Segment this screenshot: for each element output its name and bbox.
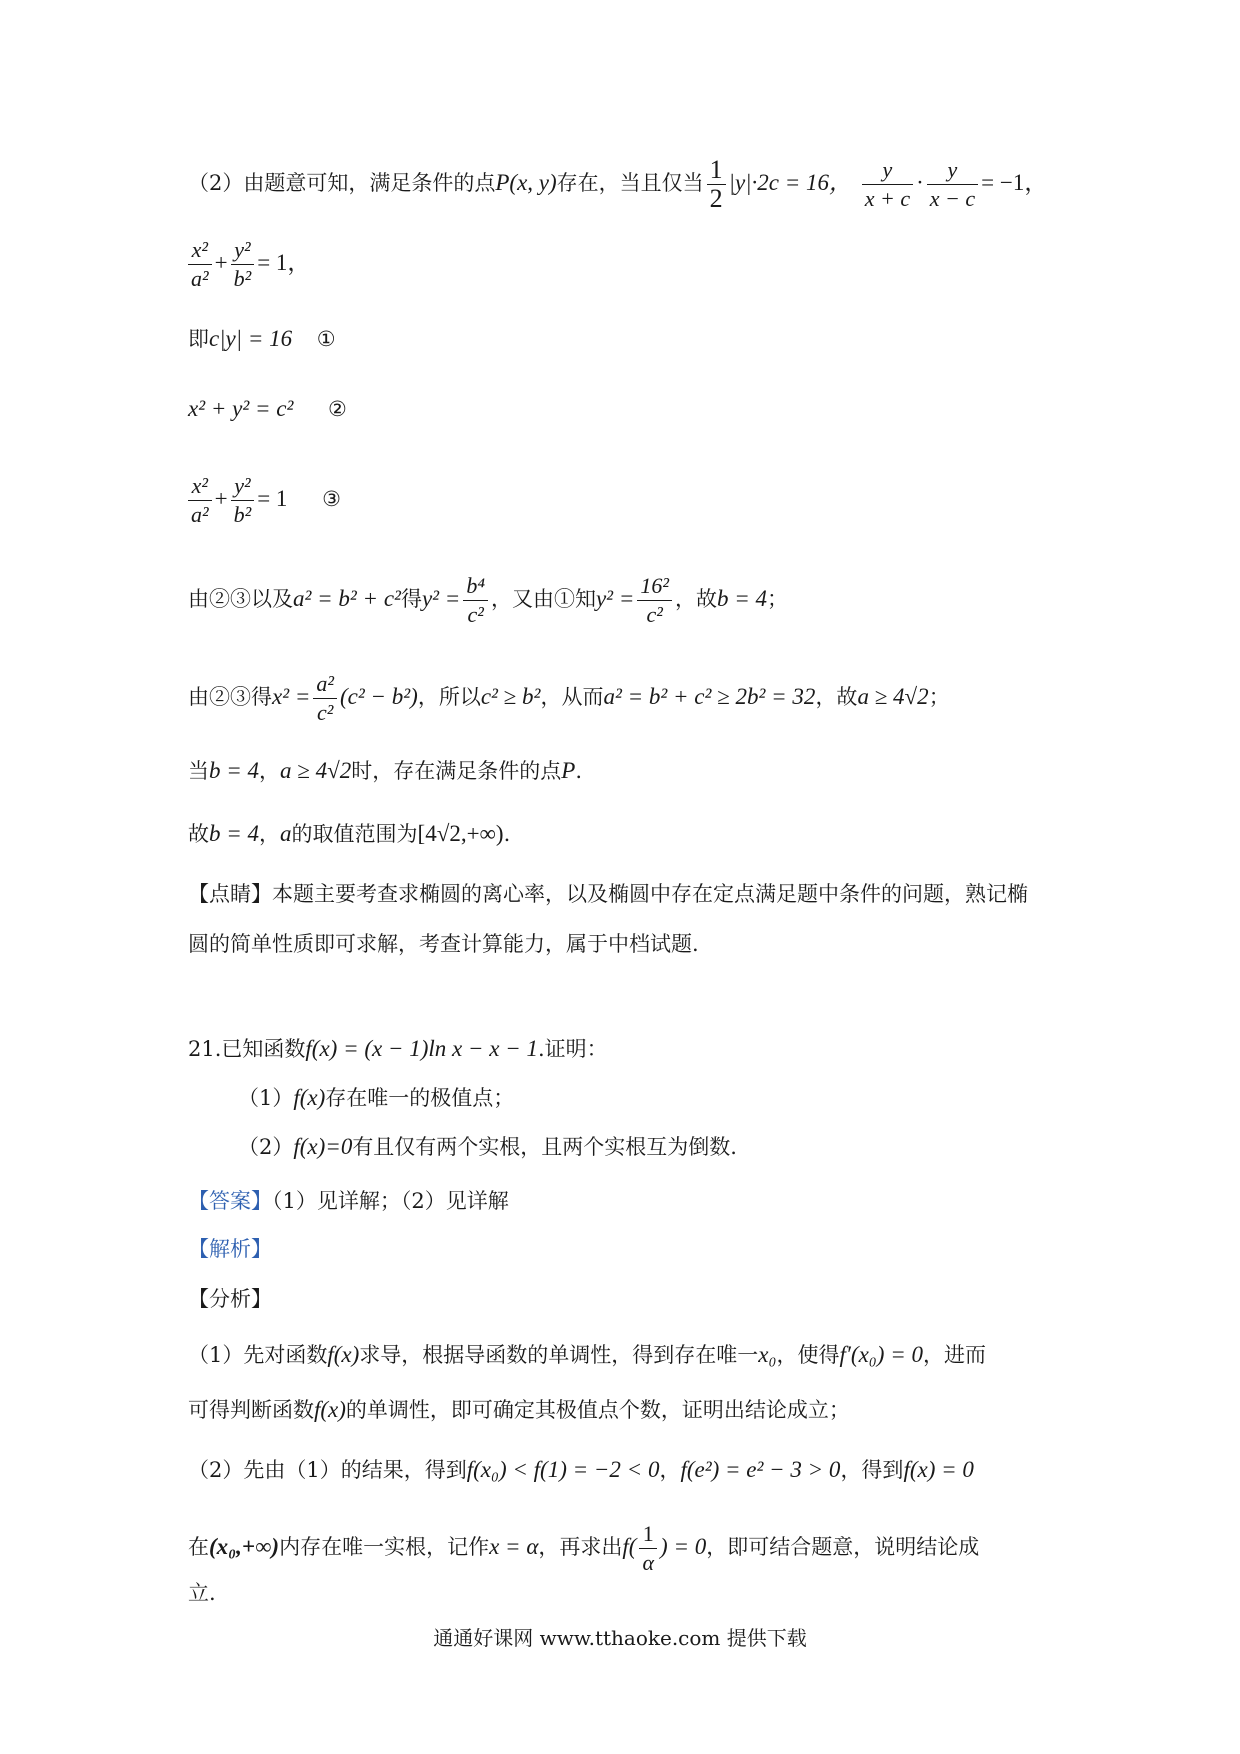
equation-3: $\frac{\text{x²}}{\text{a²}}$ + $\frac{\text{y²}}{\text{b²}}$ = 1 ③ [188,472,1090,529]
ellipse-eq-tail: = 1， [257,250,311,275]
question-21-part-2: （2）f(x)=0有且仅有两个实根，且两个实根互为倒数. [238,1134,737,1159]
answer-tag: 【答案】 [188,1189,272,1213]
part2-condition-line: （2）由题意可知，满足条件的点P(x, y)存在，当且仅当 $\frac{1}{2}$ |y|·2c = 16， $\frac{y}{x + c}$ · $\frac{y}{x - c}$ = −1， [188,155,1048,213]
analysis-2-line-3: 立. [188,1581,216,1605]
analysis-tag-line [188,1233,1090,1265]
comment-line-2: 圆的简单性质即可求解，考查计算能力，属于中档试题. [188,932,699,956]
function-definition: f(x) = (x − 1)ln x − x − 1 [305,1036,538,1061]
perpendicular-condition: = −1， [981,170,1048,195]
analysis-2-line-1: （2）先由（1）的结果，得到f(x₀) < f(1) = −2 < 0，f(e²) = e² − 3 > 0，得到f(x) = 0 [188,1457,974,1482]
circle-1-mark: ① [316,327,336,351]
sixteen-sq-over-c2: $\frac{\text{16²}}{\text{c²}}$ [637,572,672,629]
analysis-2-line-2: 在(x₀,+∞)内存在唯一实根，记作x = α，再求出f( $\frac{1}{\alpha}$ ) = 0，即可结合题意，说明结论成 [188,1521,980,1575]
slope-fraction-1: $\frac{y}{x + c}$ [862,156,913,213]
point-p: P(x, y) [495,170,557,195]
y-over-b-fraction: $\frac{\text{y²}}{\text{b²}}$ [231,236,255,293]
answer-text: （1）见详解；（2）见详解 [272,1189,509,1213]
part2-exists-text: 存在，当且仅当 [556,171,704,195]
comment-line-1: 【点睛】本题主要考查求椭圆的离心率，以及椭圆中存在定点满足题中条件的问题，熟记椭 [188,882,1028,906]
circle-3-mark: ③ [322,487,341,511]
equation-1: 即c|y| = 16 ① [188,326,336,351]
answer-line [188,1185,1090,1217]
a2-over-c2: $\frac{\text{a²}}{\text{c²}}$ [313,670,337,727]
a-lower-bound: a ≥ 4√2 [857,684,929,709]
b-equals-4: b = 4 [716,586,767,611]
equation-1-expr: c|y| = 16 [209,326,293,351]
x-over-a-fraction: $\frac{\text{x²}}{\text{a²}}$ [188,236,212,293]
page-footer: 通通好课网 www.tthaoke.com 提供下载 [433,1626,807,1650]
equation-2-expr: x² + y² = c² [188,396,294,421]
analysis-tag: 【解析】 [188,1237,272,1261]
fenxi-tag: 【分析】 [188,1287,272,1311]
comment-tag: 【点睛】 [188,882,272,906]
area-expression: |y|·2c = 16， [728,170,853,195]
part2-intro: （2）由题意可知，满足条件的点 [188,171,496,195]
slope-fraction-2: $\frac{y}{x - c}$ [927,156,978,213]
ellipse-equation-line: $\frac{\text{x²}}{\text{a²}}$ + $\frac{\text{y²}}{\text{b²}}$ = 1， [188,236,1090,293]
derive-b-line: 由②③以及a² = b² + c²得y² = $\frac{\text{b⁴}}{\text{c²}}$ ，又由①知y² = $\frac{\text{16²}}{\text{c²}}$ ，故b = 4； [188,573,788,627]
existence-line: 当b = 4，a ≥ 4√2时，存在满足条件的点P. [188,758,583,783]
equation-2 [188,393,1090,425]
y-over-b-fraction-eq3: $\frac{\text{y²}}{\text{b²}}$ [231,472,255,529]
analysis-1-line-2: 可得判断函数f(x)的单调性，即可确定其极值点个数，证明出结论成立； [188,1397,850,1422]
question-number: 21. [188,1037,222,1061]
question-21-part-1: （1）f(x)存在唯一的极值点； [238,1085,515,1110]
half-fraction: $\frac{1}{2}$ [707,156,726,213]
analysis-1-line-1: （1）先对函数f(x)求导，根据导函数的单调性，得到存在唯一x₀，使得f′(x₀) = 0，进而 [188,1342,986,1367]
fenxi-tag-line [188,1283,1090,1315]
question-21-line: 21.已知函数f(x) = (x − 1)ln x − x − 1.证明： [188,1036,608,1061]
a-range: [4√2,+∞) [417,821,504,846]
circle-2-mark: ② [328,397,347,421]
b4-over-c2: $\frac{\text{b⁴}}{\text{c²}}$ [463,572,488,629]
one-over-alpha: $\frac{1}{\alpha}$ [639,1520,657,1577]
derive-a-line: 由②③得x² = $\frac{\text{a²}}{\text{c²}}$ (c² − b²)，所以c² ≥ b²，从而a² = b² + c² ≥ 2b² = 32，故a ≥ 4√2； [188,671,950,725]
conclusion-line: 故b = 4，a的取值范围为[4√2,+∞). [188,821,511,846]
x-over-a-fraction-eq3: $\frac{\text{x²}}{\text{a²}}$ [188,472,212,529]
